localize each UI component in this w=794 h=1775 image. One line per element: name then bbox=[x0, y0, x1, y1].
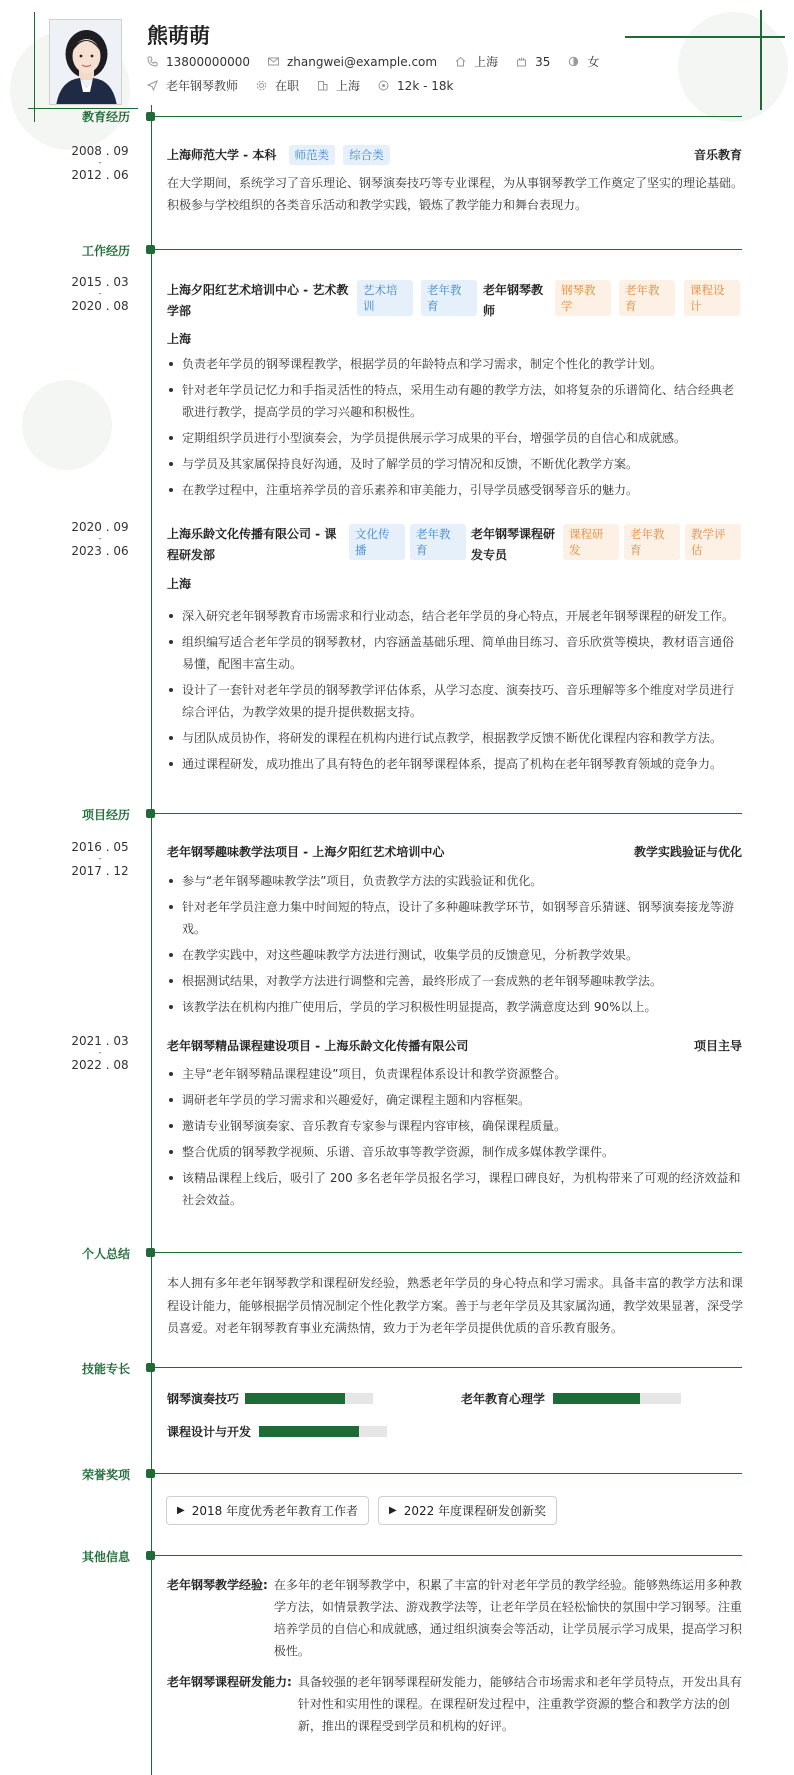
school-tag: 综合类 bbox=[343, 145, 390, 165]
list-item: 参与“老年钢琴趣味教学法”项目，负责教学方法的实践验证和优化。 bbox=[167, 870, 744, 892]
list-item: 该教学法在机构内推广使用后，学员的学习积极性明显提高，教学满意度达到 90%以上。 bbox=[167, 996, 744, 1018]
job-title-text: 老年钢琴教师 bbox=[166, 79, 239, 93]
role-name-line: 老年钢琴教 bbox=[483, 283, 544, 297]
list-item: 邀请专业钢琴演奏家、音乐教育专家参与课程内容审核，确保课程质量。 bbox=[167, 1115, 744, 1137]
salary-item bbox=[378, 79, 453, 93]
tag-line: 老年教 bbox=[630, 527, 665, 541]
tag-line: 老年教 bbox=[427, 283, 462, 297]
company-tag bbox=[421, 280, 477, 316]
age-text: 35 bbox=[535, 54, 551, 69]
list-item: 整合优质的钢琴教学视频、乐谱、音乐故事等教学资源，制作成多媒体教学课件。 bbox=[167, 1141, 744, 1163]
work-duties-list bbox=[167, 353, 744, 505]
date-start: 2021 . 03 bbox=[71, 1034, 129, 1048]
work-location: 上海 bbox=[167, 332, 192, 346]
tag-line: 育 bbox=[427, 299, 439, 313]
age-icon bbox=[516, 56, 527, 67]
role-name-line: 老年钢琴课程研 bbox=[471, 527, 556, 541]
profile-photo bbox=[49, 19, 122, 105]
list-item: 组织编写适合老年学员的钢琴教材，内容涵盖基础乐理、简单曲目练习、音乐欣赏等模块，教材语言通俗易懂，配图丰富生动。 bbox=[167, 631, 744, 675]
tag-line: 育 bbox=[630, 543, 642, 557]
work-entry-head bbox=[167, 280, 742, 322]
list-item: 深入研究老年钢琴教育市场需求和行业动态，结合老年学员的身心特点，开展老年钢琴课程的研发工作。 bbox=[167, 605, 744, 627]
project-tasks-list bbox=[167, 870, 744, 1022]
email-text: zhangwei@example.com bbox=[286, 54, 438, 69]
tag-line: 老年教 bbox=[416, 527, 451, 541]
work-entry-head bbox=[167, 524, 742, 566]
section-title-projects: 项目经历 bbox=[81, 808, 130, 822]
summary-text: 本人拥有多年老年钢琴教学和课程研发经验，熟悉老年学员的身心特点和学习需求。具备丰富的教学方法和课程设计能力，能够根据学员情况制定个性化教学方案。善于与老年学员及其家属沟通，教学效果显著，深受学员喜爱。对老年钢琴教育事业充满热情，致力于为老年学员提供优质的音乐教育服务。 bbox=[167, 1276, 744, 1335]
skill-name: 钢琴演奏技巧 bbox=[167, 1392, 240, 1406]
company-name-line: 上海夕阳红艺术培训中心 - 艺术教 bbox=[167, 283, 349, 297]
email-item bbox=[268, 55, 437, 69]
send-icon bbox=[147, 80, 158, 91]
company-tag bbox=[349, 524, 405, 560]
project-title: 老年钢琴精品课程建设项目 - 上海乐龄文化传播有限公司 bbox=[167, 1039, 469, 1053]
other-info-text bbox=[274, 1574, 742, 1662]
text-line: 在多年的老年钢琴教学中，积累了丰富的针对老年学员的教学经验。能够熟练运用多种教 bbox=[273, 1578, 742, 1592]
job-title-item bbox=[147, 77, 238, 94]
role-name bbox=[471, 524, 571, 566]
text-line: 新，推出的课程受到学员和机构的好评。 bbox=[297, 1719, 514, 1733]
text-line: 针对性和实用性的课程。在课程研发过程中，注重教学资源的整合和教学方法的创 bbox=[297, 1697, 730, 1711]
text-line: 培养学员的自信心和成就感，通过组织演奏会等活动，让学员展示学习成果，提高学习积 bbox=[273, 1622, 742, 1636]
role-name bbox=[483, 280, 553, 322]
list-item: 针对老年学员注意力集中时间短的特点，设计了多种趣味教学环节，如钢琴音乐猜谜、钢琴演奏接龙等游戏。 bbox=[167, 896, 744, 940]
phone-item bbox=[147, 55, 250, 69]
date-separator: - bbox=[98, 289, 102, 299]
section-divider bbox=[155, 813, 742, 814]
tag-line: 教学评 bbox=[691, 527, 726, 541]
project-title: 老年钢琴趣味教学法项目 - 上海夕阳红艺术培训中心 bbox=[167, 845, 445, 859]
list-item: 调研老年学员的学习需求和兴趣爱好，确定课程主题和内容框架。 bbox=[167, 1089, 744, 1111]
home-icon bbox=[455, 56, 466, 67]
company-name-line: 程研发部 bbox=[167, 548, 216, 562]
mail-icon bbox=[268, 56, 279, 67]
age-item bbox=[516, 55, 550, 69]
section-marker bbox=[146, 1469, 155, 1478]
tag-line: 育 bbox=[625, 299, 637, 313]
resume-header bbox=[0, 0, 794, 118]
company-name-line: 上海乐龄文化传播有限公司 - 课 bbox=[167, 527, 337, 541]
section-divider bbox=[155, 1473, 742, 1474]
timeline-line bbox=[151, 105, 152, 1775]
skill-item bbox=[461, 1390, 681, 1407]
text-line: 具备较强的老年钢琴课程研发能力，能够结合市场需求和老年学员特点，开发出具有 bbox=[297, 1675, 742, 1689]
tag-line: 计 bbox=[690, 299, 702, 313]
tag-line: 课程设 bbox=[690, 283, 725, 297]
date-separator: - bbox=[98, 1048, 102, 1058]
other-info-item bbox=[167, 1574, 744, 1662]
tag-line: 课程研 bbox=[569, 527, 604, 541]
company-tag bbox=[410, 524, 466, 560]
company-tag bbox=[357, 280, 413, 316]
role-name-line: 发专员 bbox=[471, 548, 508, 562]
date-separator: - bbox=[98, 158, 102, 168]
tag-line: 学 bbox=[561, 299, 573, 313]
list-item: 负责老年学员的钢琴课程教学，根据学员的年龄特点和学习需求，制定个性化的教学计划。 bbox=[167, 353, 744, 375]
skill-item bbox=[167, 1390, 373, 1407]
list-item: 与团队成员协作，将研发的课程在机构内进行试点教学，根据教学反馈不断优化课程内容和教学方法。 bbox=[167, 727, 744, 749]
list-item: 在教学实践中，对这些趣味教学方法进行测试，收集学员的反馈意见，分析教学效果。 bbox=[167, 944, 744, 966]
major: 音乐教育 bbox=[693, 148, 742, 162]
other-info-item bbox=[167, 1671, 744, 1737]
play-icon: ▶ bbox=[177, 1505, 185, 1516]
section-marker bbox=[146, 1363, 155, 1372]
date-end: 2020 . 08 bbox=[71, 299, 129, 313]
date-end: 2017 . 12 bbox=[71, 864, 129, 878]
section-marker bbox=[146, 1551, 155, 1560]
work-date bbox=[55, 272, 145, 316]
tag-line: 钢琴教 bbox=[561, 283, 596, 297]
text-line: 学方法，如情景教学法、游戏教学法等，让老年学员在轻松愉快的氛围中学习钢琴。注重 bbox=[273, 1600, 742, 1614]
list-item: 主导“老年钢琴精品课程建设”项目，负责课程体系设计和教学资源整合。 bbox=[167, 1063, 744, 1085]
decor-circle bbox=[22, 380, 112, 470]
project-date bbox=[55, 1031, 145, 1075]
coin-icon bbox=[378, 80, 389, 91]
award-title: 2022 年度课程研发创新奖 bbox=[403, 1504, 547, 1518]
tag-line: 训 bbox=[363, 299, 375, 313]
section-marker bbox=[146, 245, 155, 254]
work-date bbox=[55, 517, 145, 561]
tag-line: 艺术培 bbox=[363, 283, 398, 297]
section-title-summary: 个人总结 bbox=[81, 1247, 130, 1261]
work-duties-list bbox=[167, 605, 744, 779]
school-name: 上海师范大学 - 本科 bbox=[167, 148, 277, 162]
city-text: 上海 bbox=[474, 55, 499, 69]
project-role: 项目主导 bbox=[693, 1039, 742, 1053]
section-title-other: 其他信息 bbox=[81, 1550, 130, 1564]
status-text: 在职 bbox=[275, 79, 300, 93]
skill-item bbox=[167, 1423, 387, 1440]
date-end: 2023 . 06 bbox=[71, 544, 129, 558]
award-badge bbox=[378, 1496, 557, 1525]
date-start: 2008 . 09 bbox=[71, 144, 129, 158]
tag-line: 估 bbox=[691, 543, 703, 557]
skill-bar bbox=[553, 1393, 681, 1404]
education-entry-head bbox=[167, 145, 742, 165]
award-title: 2018 年度优秀老年教育工作者 bbox=[191, 1504, 359, 1518]
role-tag bbox=[684, 280, 740, 316]
section-divider bbox=[155, 249, 742, 250]
other-info-label: 老年钢琴课程研发能力: bbox=[167, 1675, 292, 1689]
project-entry-head bbox=[167, 843, 742, 860]
role-tag bbox=[624, 524, 680, 560]
tag-line: 发 bbox=[569, 543, 581, 557]
date-start: 2020 . 09 bbox=[71, 520, 129, 534]
status-item bbox=[256, 77, 299, 94]
skill-bar-fill bbox=[245, 1393, 345, 1404]
date-start: 2016 . 05 bbox=[71, 840, 129, 854]
skill-name: 课程设计与开发 bbox=[167, 1425, 252, 1439]
tag-line: 播 bbox=[355, 543, 367, 557]
gender-icon bbox=[568, 56, 579, 67]
section-title-education: 教育经历 bbox=[81, 110, 130, 124]
education-date bbox=[55, 141, 145, 185]
building-icon bbox=[317, 80, 328, 91]
role-name-line: 师 bbox=[483, 304, 496, 318]
list-item: 该精品课程上线后，吸引了 200 多名老年学员报名学习，课程口碑良好，为机构带来了可观的经济效益和社会效益。 bbox=[167, 1167, 744, 1211]
project-role: 教学实践验证与优化 bbox=[633, 845, 742, 859]
education-description: 在大学期间，系统学习了音乐理论、钢琴演奏技巧等专业课程，为从事钢琴教学工作奠定了坚实的理论基础。积极参与学校组织的各类音乐活动和教学实践，锻炼了教学能力和舞台表现力。 bbox=[167, 176, 744, 212]
section-title-skills: 技能专长 bbox=[81, 1362, 130, 1376]
city-item bbox=[455, 53, 498, 70]
role-tag bbox=[563, 524, 619, 560]
list-item: 在教学过程中，注重培养学员的音乐素养和审美能力，引导学员感受钢琴音乐的魅力。 bbox=[167, 479, 744, 501]
gear-icon bbox=[256, 80, 267, 91]
section-divider bbox=[155, 1367, 742, 1368]
list-item: 与学员及其家属保持良好沟通，及时了解学员的学习情况和反馈，不断优化教学方案。 bbox=[167, 453, 744, 475]
role-tag bbox=[555, 280, 611, 316]
tag-line: 老年教 bbox=[625, 283, 660, 297]
skill-bar-fill bbox=[259, 1426, 359, 1437]
section-divider bbox=[155, 116, 742, 117]
list-item: 针对老年学员记忆力和手指灵活性的特点，采用生动有趣的教学方法，如将复杂的乐谱简化、结合经典老歌进行教学，提高学员的学习兴趣和积极性。 bbox=[167, 379, 744, 423]
role-tag bbox=[685, 524, 741, 560]
skill-bar bbox=[259, 1426, 387, 1437]
list-item: 定期组织学员进行小型演奏会，为学员提供展示学习成果的平台，增强学员的自信心和成就感。 bbox=[167, 427, 744, 449]
section-marker bbox=[146, 1248, 155, 1257]
section-title-awards: 荣誉奖项 bbox=[81, 1468, 130, 1482]
list-item: 通过课程研发，成功推出了具有特色的老年钢琴课程体系，提高了机构在老年钢琴教育领域的竞争力。 bbox=[167, 753, 744, 775]
section-divider bbox=[155, 1252, 742, 1253]
phone-text: 13800000000 bbox=[166, 54, 250, 69]
date-separator: - bbox=[98, 534, 102, 544]
project-entry-head bbox=[167, 1037, 742, 1054]
role-tag bbox=[619, 280, 675, 316]
project-tasks-list bbox=[167, 1063, 744, 1215]
other-info-text bbox=[298, 1671, 742, 1737]
project-date bbox=[55, 837, 145, 881]
skill-name: 老年教育心理学 bbox=[461, 1392, 546, 1406]
date-end: 2022 . 08 bbox=[71, 1058, 129, 1072]
phone-icon bbox=[147, 56, 158, 67]
gender-text: 女 bbox=[587, 55, 600, 69]
target-city-text: 上海 bbox=[336, 79, 361, 93]
salary-text: 12k - 18k bbox=[397, 78, 454, 93]
company-name bbox=[167, 524, 347, 566]
text-line: 极性。 bbox=[273, 1644, 310, 1658]
award-badge bbox=[166, 1496, 369, 1525]
company-name-line: 学部 bbox=[167, 304, 192, 318]
list-item: 设计了一套针对老年学员的钢琴教学评估体系，从学习态度、演奏技巧、音乐理解等多个维度对学员进行综合评估，为教学效果的提升提供数据支持。 bbox=[167, 679, 744, 723]
date-end: 2012 . 06 bbox=[71, 168, 129, 182]
job-intent-row bbox=[147, 77, 471, 94]
skill-bar bbox=[245, 1393, 373, 1404]
section-title-work: 工作经历 bbox=[81, 244, 130, 258]
school-tag: 师范类 bbox=[289, 145, 336, 165]
gender-item bbox=[568, 53, 599, 70]
section-marker bbox=[146, 809, 155, 818]
company-name bbox=[167, 280, 352, 322]
date-separator: - bbox=[98, 854, 102, 864]
section-divider bbox=[155, 1555, 742, 1556]
tag-line: 育 bbox=[416, 543, 428, 557]
contact-row bbox=[147, 53, 617, 70]
target-city-item bbox=[317, 77, 360, 94]
other-info-label: 老年钢琴教学经验: bbox=[167, 1578, 268, 1592]
candidate-name: 熊萌萌 bbox=[147, 24, 210, 48]
list-item: 根据测试结果，对教学方法进行调整和完善，最终形成了一套成熟的老年钢琴趣味教学法。 bbox=[167, 970, 744, 992]
date-start: 2015 . 03 bbox=[71, 275, 129, 289]
section-marker bbox=[146, 112, 155, 121]
tag-line: 文化传 bbox=[355, 527, 390, 541]
work-location: 上海 bbox=[167, 577, 192, 591]
skill-bar-fill bbox=[553, 1393, 640, 1404]
play-icon: ▶ bbox=[389, 1505, 397, 1516]
